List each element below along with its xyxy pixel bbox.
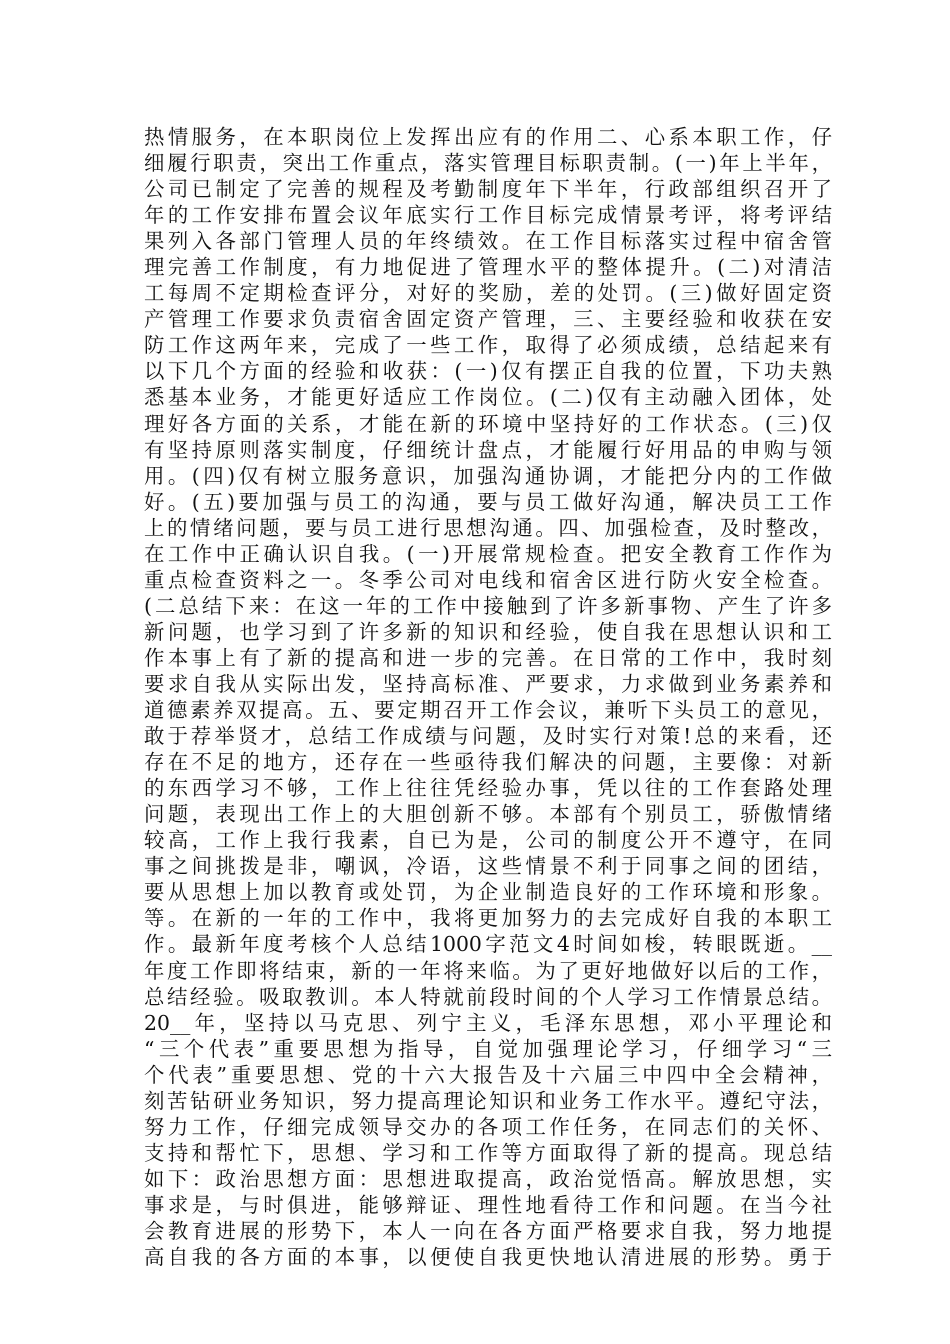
text-line: 理好各方面的关系，才能在新的环境中坚持好的工作状态。(三)仅 [144,411,832,436]
text-line: 悉基本业务，才能更好适应工作岗位。(二)仅有主动融入团体，处 [144,385,832,410]
text-line: 用。(四)仅有树立服务意识，加强沟通协调，才能把分内的工作做 [144,463,832,488]
text-line: 果列入各部门管理人员的年终绩效。在工作目标落实过程中宿舍管 [144,229,832,254]
text-line: 上的情绪问题，要与员工进行思想沟通。四、加强检查，及时整改， [144,515,832,540]
text-line: 存在不足的地方，还存在一些亟待我们解决的问题，主要像：对新 [144,750,832,775]
text-line: 道德素养双提高。五、要定期召开工作会议，兼听下头员工的意见， [144,698,832,723]
text-line: 年的工作安排布置会议年底实行工作目标完成情景考评，将考评结 [144,203,832,228]
text-line: 新问题，也学习到了许多新的知识和经验，使自我在思想认识和工 [144,619,832,644]
text-line: 等。在新的一年的工作中，我将更加努力的去完成好自我的本职工 [144,906,832,931]
text-line: 事求是，与时俱进，能够辩证、理性地看待工作和问题。在当今社 [144,1192,832,1217]
text-line: 敢于荐举贤才，总结工作成绩与问题，及时实行对策!总的来看，还 [144,724,832,749]
text-line: (二总结下来：在这一年的工作中接触到了许多新事物、产生了许多 [144,593,832,618]
text-line: 公司已制定了完善的规程及考勤制度年下半年，行政部组织召开了 [144,177,832,202]
text-line: 个代表”重要思想、党的十六大报告及十六届三中四中全会精神， [144,1062,832,1087]
text-line: 防工作这两年来，完成了一些工作，取得了必须成绩，总结起来有 [144,333,832,358]
text-line: 要求自我从实际出发，坚持高标准、严要求，力求做到业务素养和 [144,671,832,696]
text-line: 作本事上有了新的提高和进一步的完善。在日常的工作中，我时刻 [144,645,832,670]
text-line: 20__年，坚持以马克思、列宁主义，毛泽东思想，邓小平理论和 [144,1010,832,1035]
text-line: 好。(五)要加强与员工的沟通，要与员工做好沟通，解决员工工作 [144,489,832,514]
text-line: 细履行职责，突出工作重点，落实管理目标职责制。(一)年上半年， [144,151,832,176]
text-line: 重点检查资料之一。冬季公司对电线和宿舍区进行防火安全检查。 [144,567,832,592]
text-line: 年度工作即将结束，新的一年将来临。为了更好地做好以后的工作， [144,958,832,983]
text-line: 热情服务，在本职岗位上发挥出应有的作用二、心系本职工作，仔 [144,125,832,149]
text-line: 作。最新年度考核个人总结1000字范文4时间如梭，转眼既逝。__ [144,932,832,957]
text-line: 产管理工作要求负责宿舍固定资产管理，三、主要经验和收获在安 [144,307,832,332]
text-line: 如下：政治思想方面：思想进取提高，政治觉悟高。解放思想，实 [144,1166,832,1191]
text-line: 问题，表现出工作上的大胆创新不够。本部有个别员工，骄傲情绪 [144,802,832,827]
text-line: 刻苦钻研业务知识，努力提高理论知识和业务工作水平。遵纪守法， [144,1088,832,1113]
text-line: 理完善工作制度，有力地促进了管理水平的整体提升。(二)对清洁 [144,255,832,280]
text-line: 工每周不定期检查评分，对好的奖励，差的处罚。(三)做好固定资 [144,281,832,306]
text-line: 有坚持原则落实制度，仔细统计盘点，才能履行好用品的申购与领 [144,437,832,462]
text-line: 支持和帮忙下，思想、学习和工作等方面取得了新的提高。现总结 [144,1140,832,1165]
text-line: 在工作中正确认识自我。(一)开展常规检查。把安全教育工作作为 [144,541,832,566]
body-text [144,124,832,1270]
text-line: “三个代表”重要思想为指导，自觉加强理论学习，仔细学习“三 [144,1036,832,1061]
text-line: 总结经验。吸取教训。本人特就前段时间的个人学习工作情景总结。 [144,984,832,1009]
text-line: 事之间挑拨是非，嘲讽，冷语，这些情景不利于同事之间的团结， [144,854,832,879]
text-line: 以下几个方面的经验和收获：(一)仅有摆正自我的位置，下功夫熟 [144,359,832,384]
text-line: 较高，工作上我行我素，自已为是，公司的制度公开不遵守，在同 [144,828,832,853]
text-line: 努力工作，仔细完成领导交办的各项工作任务，在同志们的关怀、 [144,1114,832,1139]
text-line: 会教育进展的形势下，本人一向在各方面严格要求自我，努力地提 [144,1218,832,1243]
text-line: 要从思想上加以教育或处罚，为企业制造良好的工作环境和形象。 [144,880,832,905]
text-line: 高自我的各方面的本事，以便使自我更快地认清进展的形势。勇于 [144,1245,832,1270]
text-line: 的东西学习不够，工作上往往凭经验办事，凭以往的工作套路处理 [144,776,832,801]
